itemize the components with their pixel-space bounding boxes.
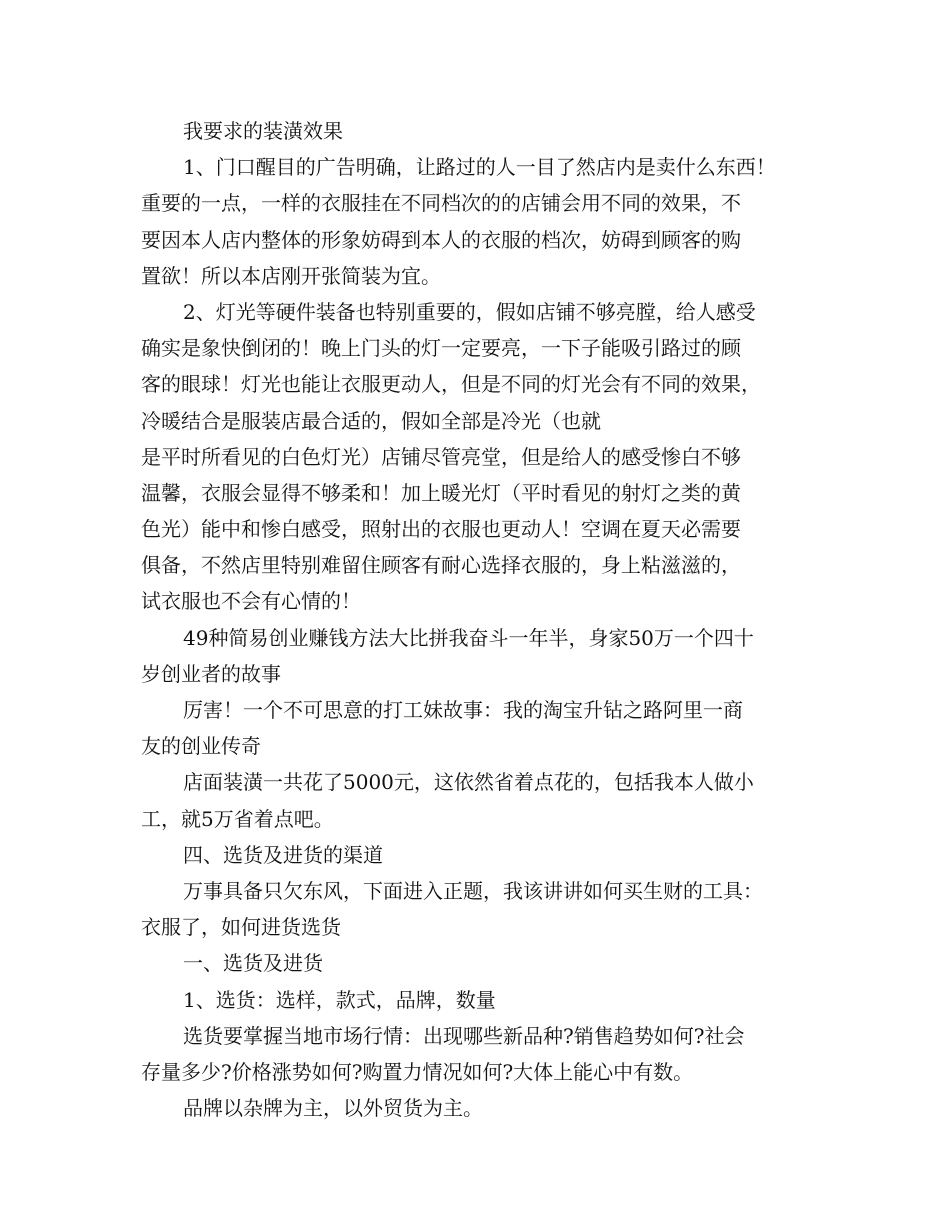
text-line: 俱备，不然店里特别难留住顾客有耐心选择衣服的，身上粘滋滋的， — [141, 553, 741, 578]
text-line: 我要求的装潢效果 — [183, 119, 343, 143]
text-line: 四、选货及进货的渠道 — [183, 842, 383, 867]
text-line: 品牌以杂牌为主，以外贸货为主。 — [183, 1096, 483, 1121]
text-line: 存量多少?价格涨势如何?购置力情况如何?大体上能心中有数。 — [141, 1059, 694, 1084]
text-line: 要因本人店内整体的形象妨碍到本人的衣服的档次，妨碍到顾客的购 — [141, 227, 741, 252]
text-line: 一、选货及进货 — [183, 951, 323, 976]
text-line: 店面装潢一共花了5000元，这依然省着点花的，包括我本人做小 — [183, 770, 754, 795]
text-line: 49种简易创业赚钱方法大比拼我奋斗一年半，身家50万一个四十 — [183, 625, 754, 650]
text-line: 衣服了，如何进货选货 — [141, 915, 341, 940]
text-line: 1、门口醒目的广告明确，让路过的人一目了然店内是卖什么东西！ — [183, 155, 776, 180]
document-body — [141, 113, 813, 1126]
text-line: 工，就5万省着点吧。 — [141, 806, 334, 831]
text-line: 选货要掌握当地市场行情：出现哪些新品种?销售趋势如何?社会 — [183, 1023, 745, 1048]
text-line: 重要的一点，一样的衣服挂在不同档次的的店铺会用不同的效果，不 — [141, 191, 741, 216]
text-line: 岁创业者的故事 — [141, 661, 281, 686]
text-line: 万事具备只欠东风，下面进入正题，我该讲讲如何买生财的工具： — [183, 878, 763, 903]
text-line: 色光）能中和惨白感受，照射出的衣服也更动人！空调在夏天必需要 — [141, 517, 741, 542]
text-line: 厉害！一个不可思意的打工妹故事：我的淘宝升钻之路阿里一商 — [183, 698, 743, 722]
text-line: 冷暖结合是服装店最合适的，假如全部是冷光（也就 — [141, 408, 601, 433]
text-line: 置欲！所以本店刚开张简装为宜。 — [141, 263, 441, 288]
text-line: 试衣服也不会有心情的！ — [141, 589, 361, 614]
text-line: 友的创业传奇 — [141, 734, 261, 759]
text-line: 客的眼球！灯光也能让衣服更动人，但是不同的灯光会有不同的效果， — [141, 372, 761, 397]
text-line: 是平时所看见的白色灯光）店铺尽管亮堂，但是给人的感受惨白不够 — [141, 444, 741, 469]
text-line: 1、选货：选样，款式，品牌，数量 — [183, 987, 496, 1012]
text-line: 2、灯光等硬件装备也特别重要的，假如店铺不够亮膛，给人感受 — [183, 299, 756, 324]
text-line: 确实是象快倒闭的！晚上门头的灯一定要亮，一下子能吸引路过的顾 — [141, 336, 741, 361]
text-line: 温馨，衣服会显得不够柔和！加上暖光灯（平时看见的射灯之类的黄 — [141, 480, 741, 505]
